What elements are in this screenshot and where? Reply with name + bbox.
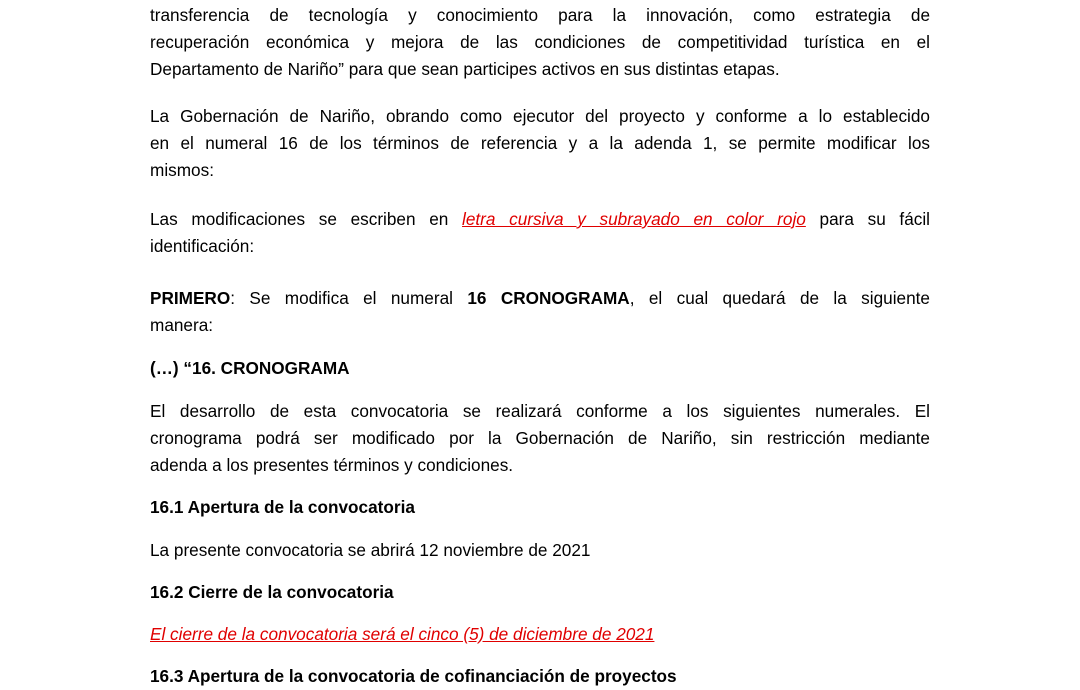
text-line: identificación: [150,236,255,256]
heading-text: (…) “16. CRONOGRAMA [150,358,350,378]
document-page [150,0,930,686]
primero-label: PRIMERO [150,288,231,308]
note-prefix: Las modificaciones se escriben en [150,209,463,229]
heading-16-2 [150,579,930,606]
modified-closing-date: El cierre de la convocatoria será el cinco (5) de diciembre de 2021 [150,624,655,644]
note-suffix: para su fácil [805,209,930,229]
heading-text: 16.3 Apertura de la convocatoria de cofinanciación de proyectos [150,666,677,686]
primero-text-a: : Se modifica el numeral [230,288,468,308]
heading-text: 16.2 Cierre de la convocatoria [150,582,394,602]
modifications-note-paragraph [150,206,930,260]
text-line: La Gobernación de Nariño, obrando como ejecutor del proyecto y conforme a lo establecido [150,106,930,126]
text-line: transferencia de tecnología y conocimiento para la innovación, como estrategia de [150,5,930,25]
text-line: recuperación económica y mejora de las condiciones de competitividad turística en el [150,32,930,52]
text-16-2 [150,621,930,648]
text-line: Departamento de Nariño” para que sean participes activos en sus distintas etapas. [150,59,780,79]
intro-paragraph [150,2,930,83]
text-16-1 [150,537,930,564]
modification-style-highlight: letra cursiva y subrayado en color rojo [462,209,806,229]
text-line: mismos: [150,160,214,180]
text-line: cronograma podrá ser modificado por la Gobernación de Nariño, sin restricción mediante [150,428,930,448]
text-line: La presente convocatoria se abrirá 12 noviembre de 2021 [150,540,591,560]
text-line [150,285,930,312]
text-line: manera: [150,315,214,335]
text-line [150,206,930,233]
governance-paragraph [150,103,930,184]
heading-16-3 [150,663,930,690]
heading-text: 16.1 Apertura de la convocatoria [150,497,415,517]
cronograma-paragraph [150,398,930,479]
primero-paragraph [150,285,930,339]
heading-16-1 [150,494,930,521]
section-heading-cronograma [150,355,930,382]
text-line: en el numeral 16 de los términos de referencia y a la adenda 1, se permite modificar los [150,133,930,153]
primero-text-b: , el cual quedará de la siguiente [629,288,930,308]
cronograma-reference: 16 CRONOGRAMA [467,288,630,308]
text-line: El desarrollo de esta convocatoria se realizará conforme a los siguientes numerales. El [150,401,930,421]
text-line: adenda a los presentes términos y condiciones. [150,455,514,475]
